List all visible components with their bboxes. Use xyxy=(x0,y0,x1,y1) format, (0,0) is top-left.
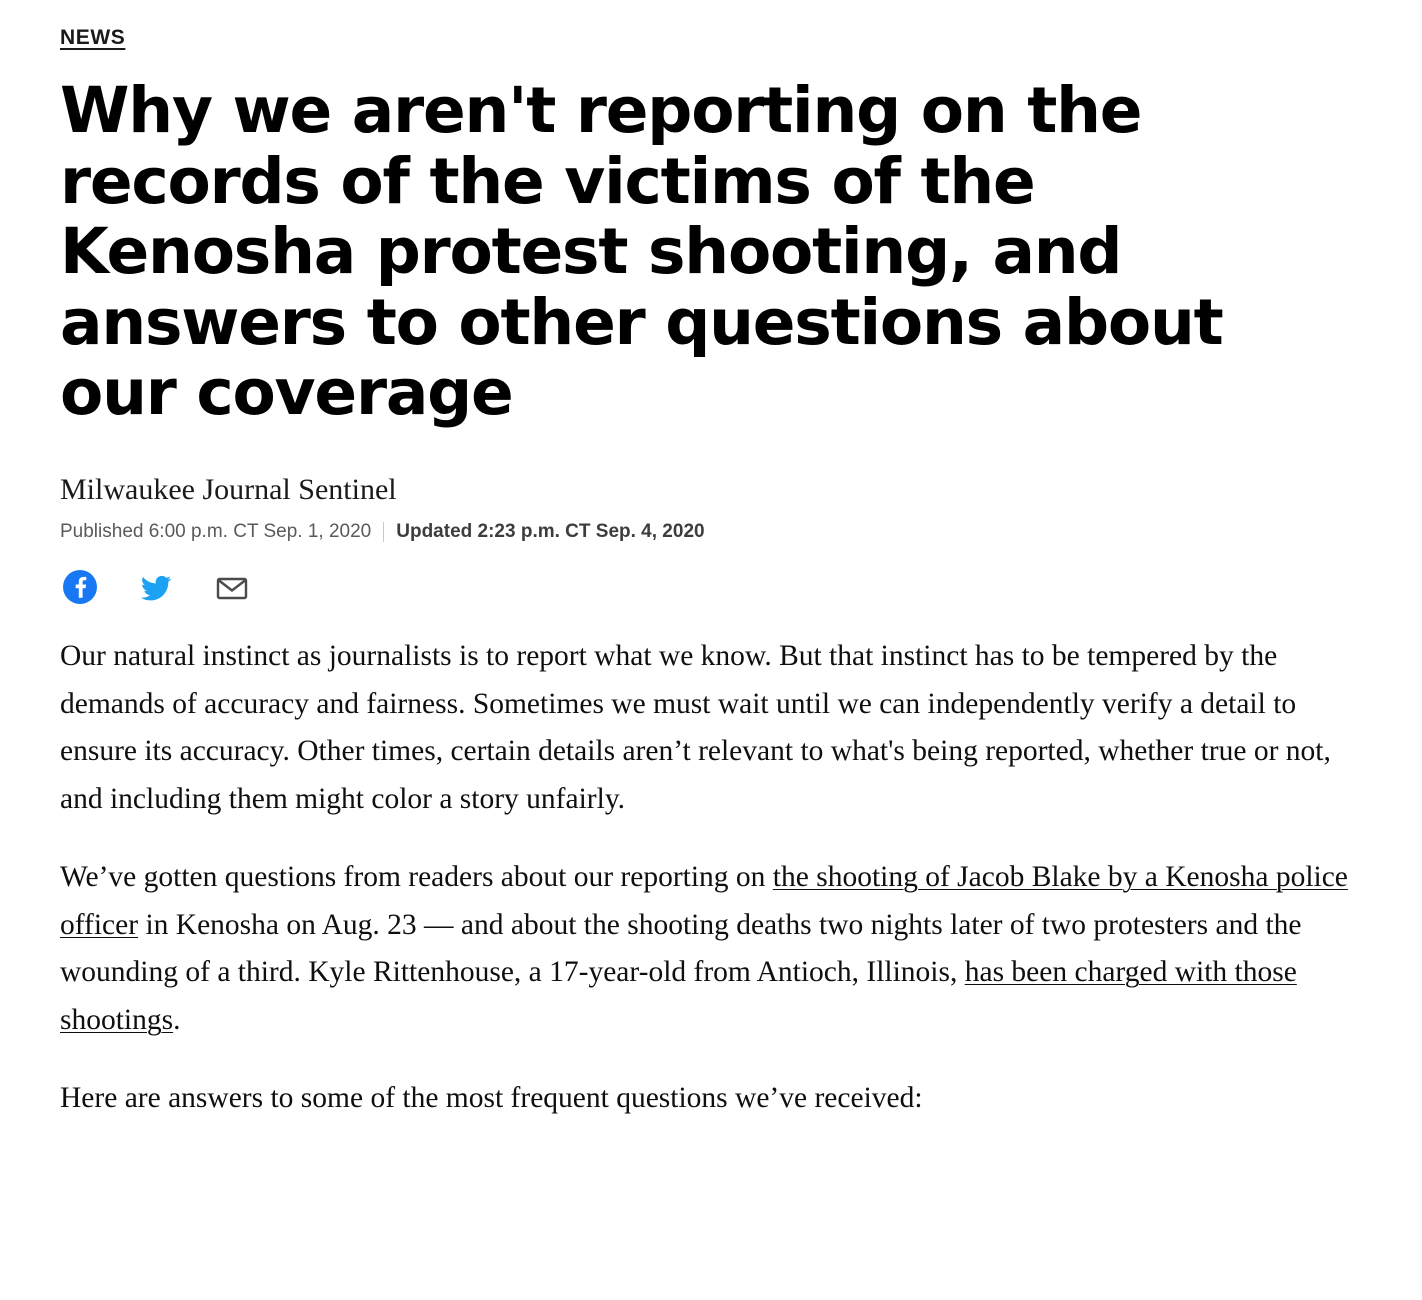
paragraph-text: Here are answers to some of the most frequent questions we’ve received: xyxy=(60,1081,923,1114)
paragraph-text: . xyxy=(173,1004,181,1037)
paragraph xyxy=(60,633,1362,824)
paragraph xyxy=(60,1075,1362,1123)
share-row xyxy=(60,569,1362,609)
twitter-icon xyxy=(136,567,176,610)
dateline xyxy=(60,521,1362,543)
published-timestamp: Published 6:00 p.m. CT Sep. 1, 2020 xyxy=(60,520,372,542)
dateline-divider xyxy=(383,522,384,542)
section-kicker-news[interactable]: NEWS xyxy=(60,26,126,49)
article-body xyxy=(60,633,1362,1123)
page-title: Why we aren't reporting on the records of the victims of the Kenosha protest shooting, and answers to other questions about our coverage xyxy=(60,74,1223,430)
paragraph xyxy=(60,854,1362,1045)
byline: Milwaukee Journal Sentinel xyxy=(60,472,397,506)
twitter-share-button[interactable] xyxy=(136,569,176,609)
email-share-button[interactable] xyxy=(212,569,252,609)
paragraph-text: Our natural instinct as journalists is to report what we know. But that instinct has to be tempered by the demands of accuracy and fairness. Sometimes we must wait until we can independently verify a detail to ensure its accuracy. Other times, certain details aren’t relevant to what's being reported, whether true or not, and including them might color a story unfairly. xyxy=(60,639,1331,816)
inline-link[interactable]: the shooting of Jacob Blake by a Kenosha police officer xyxy=(60,860,1348,941)
facebook-icon xyxy=(60,567,100,610)
facebook-share-button[interactable] xyxy=(60,569,100,609)
paragraph-text: in Kenosha on Aug. 23 — and about the shooting deaths two nights later of two protesters and the wounding of a third. Kyle Rittenhouse, a 17-year-old from Antioch, Illinois, xyxy=(60,908,1302,989)
inline-link[interactable]: has been charged with those shootings xyxy=(60,956,1297,1037)
updated-timestamp: Updated 2:23 p.m. CT Sep. 4, 2020 xyxy=(396,520,705,542)
paragraph-text: We’ve gotten questions from readers about our reporting on xyxy=(60,860,773,893)
envelope-icon xyxy=(212,567,252,610)
